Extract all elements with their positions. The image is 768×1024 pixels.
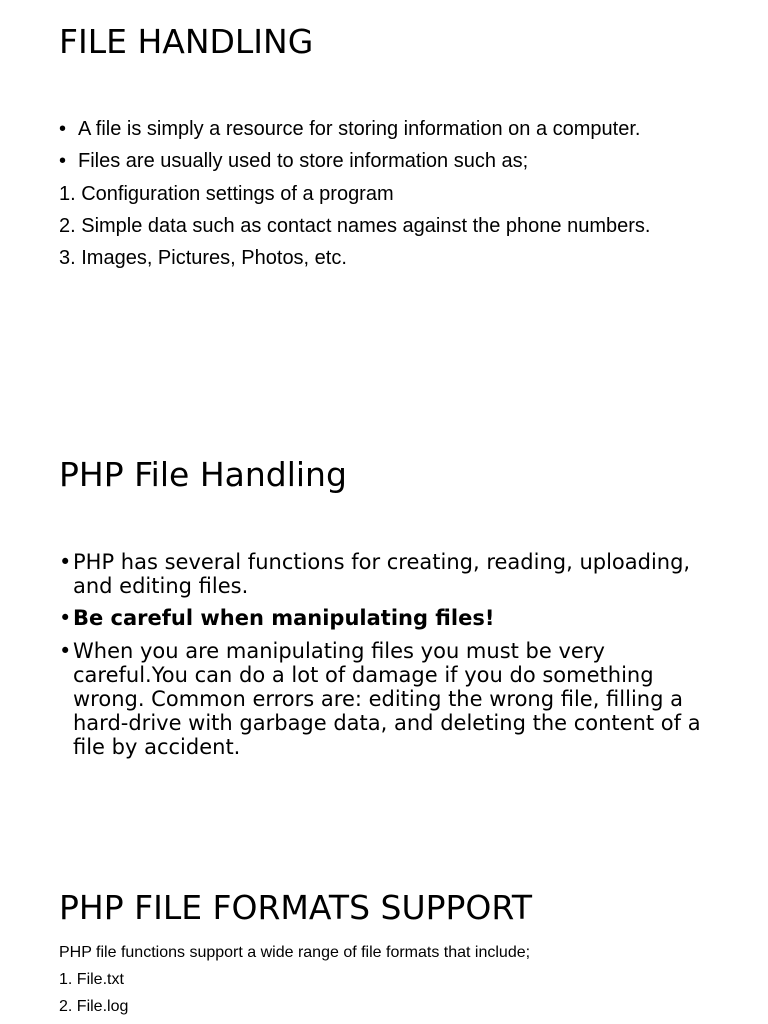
bullet-icon: • <box>59 150 67 172</box>
section-title-php-file-formats-support: PHP FILE FORMATS SUPPORT <box>59 888 533 927</box>
numbered-item: 1. Configuration settings of a program <box>59 183 394 205</box>
bullet-icon: • <box>59 639 72 663</box>
section-intro: PHP file functions support a wide range of file formats that include; <box>59 944 531 961</box>
bullet-text: When you are manipulating files you must be very careful.You can do a lot of damage if you do something wrong. Common errors are: editing the wrong file, filling a hard-drive with garbage data, and deleting the content of a file by accident. <box>73 639 701 759</box>
bullet-icon: • <box>59 118 67 140</box>
warning-text: Be careful when manipulating files! <box>73 606 495 630</box>
bullet-text: PHP has several functions for creating, reading, uploading, and editing files. <box>73 550 691 598</box>
list-item <box>59 117 640 141</box>
numbered-item: 2. File.log <box>59 998 129 1015</box>
list-item <box>59 149 528 173</box>
bullet-icon: • <box>59 606 72 630</box>
numbered-item: 3. Images, Pictures, Photos, etc. <box>59 247 347 269</box>
bullet-text: Files are usually used to store information such as; <box>78 150 529 172</box>
bullet-text: A file is simply a resource for storing information on a computer. <box>78 118 641 140</box>
list-item <box>59 550 719 598</box>
list-item-warning <box>59 606 719 630</box>
numbered-item: 2. Simple data such as contact names against the phone numbers. <box>59 215 651 237</box>
section-title-file-handling: FILE HANDLING <box>59 22 314 61</box>
list-item <box>59 639 719 759</box>
bullet-icon: • <box>59 550 72 574</box>
numbered-item: 1. File.txt <box>59 971 124 988</box>
section-title-php-file-handling: PHP File Handling <box>59 455 347 494</box>
